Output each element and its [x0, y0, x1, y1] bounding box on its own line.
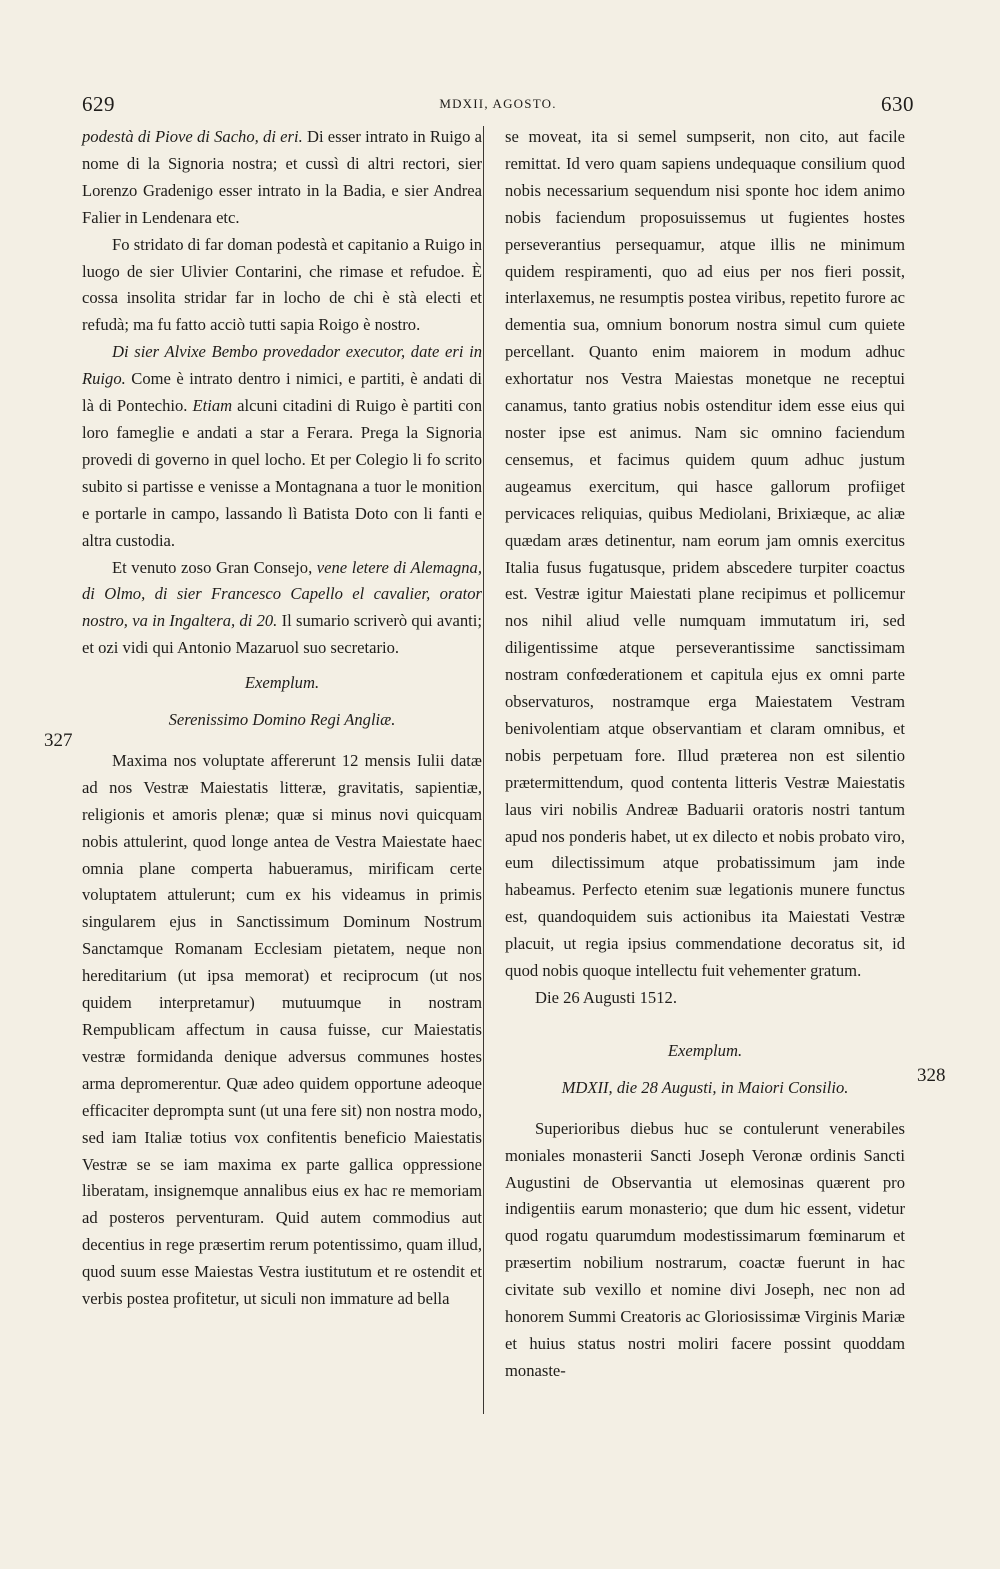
paragraph: [82, 124, 482, 232]
italic-text: vene letere di Alemagna, di Olmo, di sier Francesco Capello el cavalier, orator nostro, va in Ingaltera, di 20.: [82, 557, 482, 631]
running-title: MDXII, AGOSTO.: [439, 96, 557, 111]
italic-text: Di sier Alvixe Bembo provedador executor, date eri in Ruigo.: [82, 342, 482, 389]
paragraph: Superioribus diebus huc se contulerunt venerabiles moniales monasterii Sancti Joseph Veronæ ordinis Sancti Augustini de Observantia ut elemosinas quærent pro indigentiis earum monasterio; que dum hic essent, videtur quod rogatu quarumdum modestissimarum fœminarum et præsertim nobilium nostrarum, coactæ fuerunt in hac civitate sub vexillo et nomine divi Joseph, nec non ad honorem Summi Creatoris ac Gloriosissimæ Virginis Mariæ et huius status nostri moliri facere possint quoddam monaste-: [505, 1118, 905, 1380]
text: Il sumario scriverò qui avanti; et ozi vidi qui Antonio Mazaruol suo secretario.: [82, 611, 482, 658]
section-heading: Exemplum.: [244, 673, 320, 693]
italic-text: podestà di Piove di Sacho, di eri.: [82, 127, 303, 146]
margin-number-left: 327: [44, 730, 73, 751]
margin-number-right: 328: [917, 1065, 946, 1086]
column-divider: [483, 126, 484, 1414]
section-subheading: Serenissimo Domino Regi Angliæ.: [168, 710, 396, 730]
paragraph: [82, 555, 482, 663]
paragraph: Fo stridato di far doman podestà et capitanio a Ruigo in luogo de sier Ulivier Contarini, che rimase et refudoe. È cossa insolita stridar far in locho de chi è stà electi et refudà; ma fu fatto acciò tutti sapia Roigo è nostro.: [82, 234, 482, 335]
text: Come è intrato dentro i nimici, e partiti, è andati di là di Pontechio.: [82, 369, 482, 416]
text: Et venuto zoso Gran Consejo,: [112, 557, 317, 577]
page-header: [82, 92, 914, 118]
text: Di esser intrato in Ruigo a nome di la Signoria nostra; et cussì di altri rectori, sier Lorenzo Gradenigo esser intrato in la Badia, e sier Andrea Falier in Lendenara etc.: [82, 127, 482, 227]
text: alcuni citadini di Ruigo è partiti con loro fameglie e andati a star a Ferara. Prega la Signoria provedi di governo in quel locho. Et per Colegio li fo scrito subito si partisse e venisse a Montagnana a tuor le monition e portarle in campo, lassando lì Batista Doto con li fanti e altra custodia.: [82, 396, 483, 550]
section-heading: Exemplum.: [667, 1040, 743, 1060]
italic-text: Etiam: [192, 396, 233, 416]
date-line: Die 26 Augusti 1512.: [535, 988, 677, 1007]
paragraph: Maxima nos voluptate affererunt 12 mensis Iulii datæ ad nos Vestræ Maiestatis litteræ, gravitatis, sapientiæ, religionis et amoris plenæ; quæ si minus novi quicquam nobis attulerint, quod longe antea de Vestra Maiestate haec omnia plane comperta habueramus, mirificam certe voluptatem attulerunt; cum ex his videamus in primis singularem ejus in Sanctissimum Dominum Nostrum Sanctamque Romanam Ecclesiam pietatem, neque non hereditarium (ut ipsa memorat) et reciprocum (ut nos quidem interpretamur) mutuumque in nostram Rempublicam affectum in causa fuisse, cur Maiestatis vestræ formidanda denique adversus communes hostes arma depromerentur. Quæ adeo quidem opportune adeoque efficaciter deprompta sunt (ut una fere sit) non nostra modo, sed iam Italiæ totius vox confitentis beneficio Maiestatis Vestræ se se iam maxima ex parte gallica oppressione liberatam, insignemque annalibus eius ex hac re memoriam ad posteros perventuram. Quid autem commodius aut decentius in rege præsertim rerum potentissimo, quam illud, quod suum esse Maiestas Vestra iustitutum et re ostendit et verbis postea profitetur, ut siculi non immature ad bella: [82, 750, 482, 1309]
paragraph: se moveat, ita si semel sumpserit, non cito, aut facile remittat. Id vero quam sapiens undequaque consilium quod nobis necessarium sequendum nisi sponte hoc idem animo nobis faciendum proposuissemus ut fugientes hostes perseverantius persequamur, atque illis ne minimum quidem respiramenti, quo ad eius per nos fieri possit, interlaxemus, ne resumptis postea viribus, repetito furore ac dementia sua, omnium bonorum nostra simul cum quiete percellant. Quanto enim maiorem in modum adhuc exhortatur nos Vestra Maiestas monetque ne receptui canamus, tanto gratius nobis ostenditur idem esse eius qui noster ipse est animus. Nam sic omnino faciendum censemus, et facimus quidem quum adhuc justum augeamus exercitum, qui hasce gallorum profiiget pervicaces reliquias, quibus Mediolani, Brixiæque, ac aliæ quædam aræs detinentur, nam eorum jam omnis exercitus Italia fusus fugatusque, pridem abscedere turpiter coactus est. Vestræ igitur Maiestati plane recipimus et pollicemur nos nihil aliud velle numquam immutatum iri, sed diligentissime atque perseverantissime sanctissimam nostram confœderationem et capitula ejus ex omni parte observaturos, nostramque erga Maiestatem Vestram benivolentiam atque observantiam et claram omnibus, et nobis perpetuam fore. Illud præterea non est silentio prætermittendum, quod contenta litteris Vestræ Maiestatis laus viri nobilis Andreæ Baduarii oratoris nostri tantum apud nos ponderis habet, ut ex dilecto et nobis probato viro, eum dilectissimum atque probatissimum jam inde habeamus. Perfecto etenim suæ legationis munere functus est, quandoquidem suis actionibus ita Maiestati Vestræ placuit, ut regia ipsius commendatione decoratus sit, id quod nobis quoque intellectu fuit vehementer gratum.: [505, 127, 905, 981]
right-column: [505, 124, 905, 1385]
paragraph: [82, 339, 482, 554]
section-subheading: MDXII, die 28 Augusti, in Maiori Consilio.: [561, 1077, 849, 1097]
left-column: [82, 124, 482, 1313]
page-number-right: 630: [881, 92, 914, 116]
page-number-left: 629: [82, 92, 115, 116]
